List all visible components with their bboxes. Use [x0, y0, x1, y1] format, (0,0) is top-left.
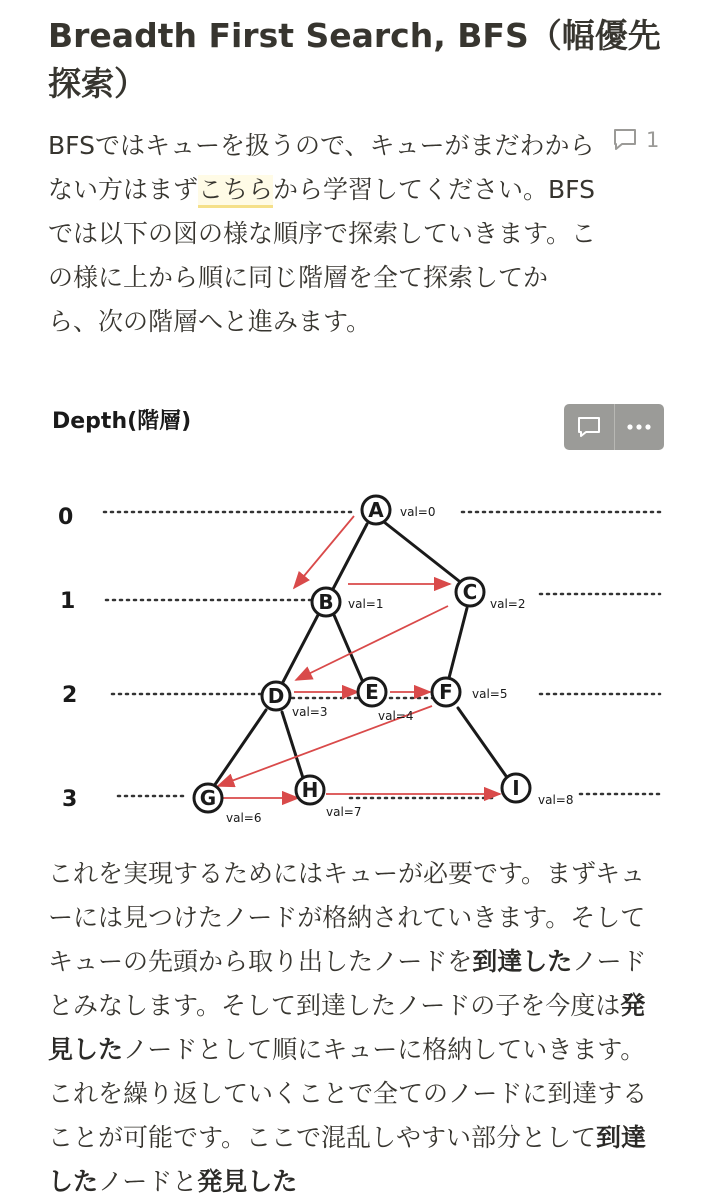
- edge-d-g: [214, 710, 266, 786]
- block-toolbar: [564, 404, 664, 450]
- val-label-a: val=0: [400, 505, 436, 519]
- intro-paragraph: [48, 124, 596, 344]
- body-text-4: ノードと: [98, 1167, 198, 1196]
- node-h: [296, 776, 324, 804]
- intro-text-1: BFSではキューを扱うので、キューがまだわからない方はまず: [48, 131, 595, 204]
- edge-a-c: [384, 522, 459, 581]
- comment-icon: [576, 415, 602, 439]
- body-text-3: ノードとして順にキューに格納していきます。これを繰り返していくことで全てのノードに到達することが可能です。ここで混乱しやすい部分として: [48, 1035, 648, 1152]
- node-c: [456, 578, 484, 606]
- node-e-label: E: [365, 680, 379, 704]
- comment-icon: [612, 128, 638, 152]
- node-f-label: F: [439, 680, 453, 704]
- intro-text-2: から学習してください。BFSでは以下の図の様な順序で探索していきます。この様に上から順に同じ階層を全て探索してから、次の階層へと進みます。: [48, 175, 597, 336]
- node-i-label: I: [512, 776, 520, 800]
- toolbar-comment-button[interactable]: [564, 404, 614, 450]
- node-e: [358, 678, 386, 706]
- node-b-label: B: [318, 590, 334, 614]
- more-icon: [626, 423, 652, 431]
- level-label-3: 3: [62, 787, 78, 812]
- node-g: [194, 784, 222, 812]
- comment-count-number: 1: [646, 128, 660, 152]
- queue-link[interactable]: こちら: [198, 175, 273, 208]
- arrow-a-b: [294, 516, 354, 588]
- node-c-label: C: [462, 580, 478, 604]
- node-g-label: G: [199, 786, 217, 810]
- level-label-0: 0: [58, 505, 74, 530]
- body-text-2: ノードとみなします。そして到達したノードの子を今度は: [48, 947, 647, 1020]
- bfs-diagram: [40, 392, 680, 842]
- comment-count[interactable]: [612, 128, 659, 152]
- val-label-g: val=6: [226, 811, 262, 825]
- val-label-i: val=8: [538, 793, 574, 807]
- node-i: [502, 774, 530, 802]
- body-bold-discovered-1: 発見した: [48, 991, 646, 1064]
- toolbar-more-button[interactable]: [614, 404, 665, 450]
- arrow-c-d: [296, 606, 448, 680]
- val-label-c: val=2: [490, 597, 526, 611]
- node-h-label: H: [301, 778, 319, 802]
- body-bold-discovered-2: 発見した: [197, 1167, 298, 1196]
- body-paragraph: [48, 852, 658, 1204]
- edge-b-e: [334, 615, 362, 680]
- node-b: [312, 588, 340, 616]
- node-a-label: A: [368, 498, 384, 522]
- edge-d-h: [282, 712, 303, 778]
- edge-f-i: [458, 708, 506, 776]
- val-label-f: val=5: [472, 687, 508, 701]
- node-a: [362, 496, 390, 524]
- body-bold-reached-1: 到達した: [472, 947, 573, 976]
- edge-c-f: [449, 608, 467, 678]
- node-d: [262, 682, 290, 710]
- val-label-h: val=7: [326, 805, 362, 819]
- body-bold-reached-2: 到達した: [48, 1123, 647, 1196]
- val-label-d: val=3: [292, 705, 328, 719]
- body-text-1: これを実現するためにはキューが必要です。まずキューには見つけたノードが格納されていきます。そしてキューの先頭から取り出したノードを: [48, 859, 646, 976]
- level-label-2: 2: [62, 683, 78, 708]
- node-f: [432, 678, 460, 706]
- depth-label: Depth(階層): [52, 409, 192, 434]
- val-label-b: val=1: [348, 597, 384, 611]
- page-title: Breadth First Search, BFS（幅優先探索）: [48, 16, 661, 103]
- level-label-1: 1: [60, 589, 76, 614]
- node-d-label: D: [267, 684, 285, 708]
- val-label-e: val=4: [378, 709, 414, 723]
